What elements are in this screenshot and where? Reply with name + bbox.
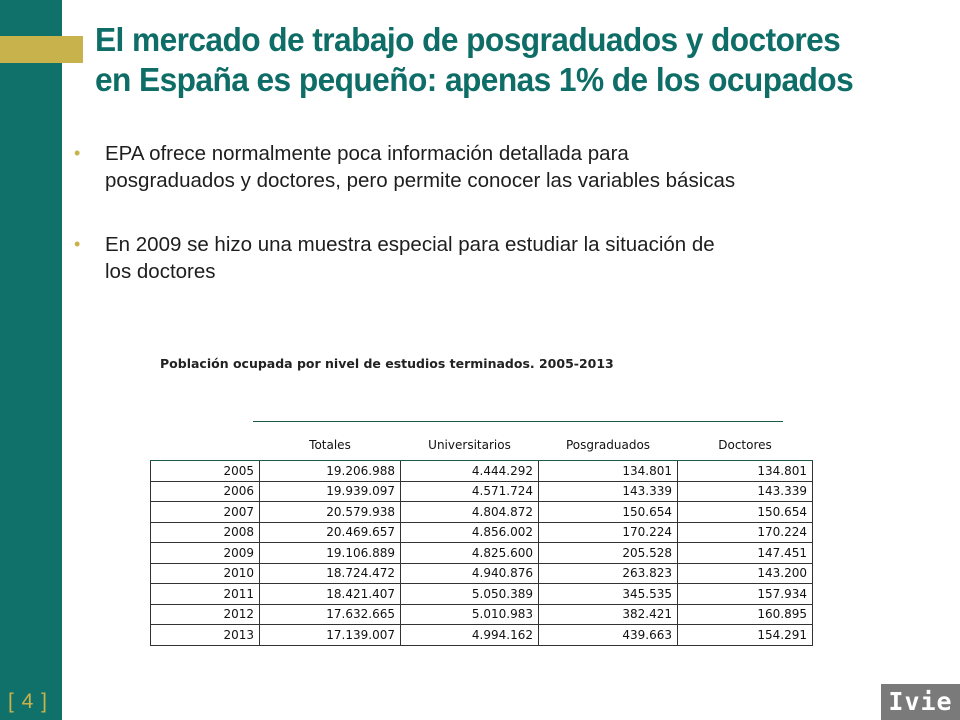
posgraduados-cell: 143.339 bbox=[539, 481, 678, 502]
totales-cell: 18.724.472 bbox=[260, 563, 401, 584]
data-table bbox=[150, 430, 813, 646]
totales-cell: 19.939.097 bbox=[260, 481, 401, 502]
posgraduados-cell: 150.654 bbox=[539, 502, 678, 523]
totales-cell: 18.421.407 bbox=[260, 584, 401, 605]
doctores-cell: 150.654 bbox=[678, 502, 813, 523]
posgraduados-cell: 205.528 bbox=[539, 543, 678, 564]
table-row bbox=[151, 563, 813, 584]
slide-title-line-2: en España es pequeño: apenas 1% de los ocupados bbox=[95, 61, 854, 98]
universitarios-cell: 4.444.292 bbox=[401, 461, 539, 482]
column-header-doctores: Doctores bbox=[678, 430, 813, 461]
doctores-cell: 147.451 bbox=[678, 543, 813, 564]
posgraduados-cell: 134.801 bbox=[539, 461, 678, 482]
year-cell: 2005 bbox=[151, 461, 260, 482]
bullet-text-line: los doctores bbox=[105, 260, 216, 283]
universitarios-cell: 5.050.389 bbox=[401, 584, 539, 605]
table-row bbox=[151, 625, 813, 646]
table-row bbox=[151, 481, 813, 502]
totales-cell: 20.469.657 bbox=[260, 522, 401, 543]
bullet-text-line: En 2009 se hizo una muestra especial para estudiar la situación de bbox=[105, 233, 715, 256]
totales-cell: 19.206.988 bbox=[260, 461, 401, 482]
doctores-cell: 170.224 bbox=[678, 522, 813, 543]
year-cell: 2008 bbox=[151, 522, 260, 543]
table-row bbox=[151, 522, 813, 543]
bullet-text-line: posgraduados y doctores, pero permite conocer las variables básicas bbox=[105, 169, 736, 192]
year-cell: 2006 bbox=[151, 481, 260, 502]
universitarios-cell: 4.571.724 bbox=[401, 481, 539, 502]
column-header-totales: Totales bbox=[260, 430, 401, 461]
year-cell: 2009 bbox=[151, 543, 260, 564]
posgraduados-cell: 345.535 bbox=[539, 584, 678, 605]
totales-cell: 20.579.938 bbox=[260, 502, 401, 523]
doctores-cell: 160.895 bbox=[678, 604, 813, 625]
table-row bbox=[151, 604, 813, 625]
totales-cell: 19.106.889 bbox=[260, 543, 401, 564]
year-cell: 2007 bbox=[151, 502, 260, 523]
slide-title-line-1: El mercado de trabajo de posgraduados y doctores bbox=[95, 21, 841, 58]
column-header-posgraduados: Posgraduados bbox=[539, 430, 678, 461]
universitarios-cell: 4.825.600 bbox=[401, 543, 539, 564]
column-header-universitarios: Universitarios bbox=[401, 430, 539, 461]
universitarios-cell: 4.940.876 bbox=[401, 563, 539, 584]
ivie-logo: Ivie bbox=[881, 684, 960, 720]
posgraduados-cell: 382.421 bbox=[539, 604, 678, 625]
doctores-cell: 143.200 bbox=[678, 563, 813, 584]
bullet-item bbox=[72, 231, 932, 285]
posgraduados-cell: 170.224 bbox=[539, 522, 678, 543]
table-title: Población ocupada por nivel de estudios terminados. 2005-2013 bbox=[160, 356, 614, 371]
table-row bbox=[151, 461, 813, 482]
page-number: [ 4 ] bbox=[8, 690, 49, 713]
universitarios-cell: 4.804.872 bbox=[401, 502, 539, 523]
doctores-cell: 143.339 bbox=[678, 481, 813, 502]
bullet-dot-icon: • bbox=[74, 143, 81, 163]
table-row bbox=[151, 543, 813, 564]
doctores-cell: 134.801 bbox=[678, 461, 813, 482]
slide-title bbox=[95, 20, 906, 100]
year-cell: 2013 bbox=[151, 625, 260, 646]
bullet-text-line: EPA ofrece normalmente poca información detallada para bbox=[105, 142, 629, 165]
universitarios-cell: 4.856.002 bbox=[401, 522, 539, 543]
bullet-item bbox=[72, 140, 932, 194]
posgraduados-cell: 439.663 bbox=[539, 625, 678, 646]
year-cell: 2011 bbox=[151, 584, 260, 605]
universitarios-cell: 4.994.162 bbox=[401, 625, 539, 646]
table-body bbox=[151, 461, 813, 646]
totales-cell: 17.632.665 bbox=[260, 604, 401, 625]
table-top-rule bbox=[253, 421, 783, 422]
bullet-dot-icon: • bbox=[74, 234, 81, 254]
column-header-year bbox=[151, 430, 260, 461]
bullet-list bbox=[72, 140, 932, 285]
accent-block bbox=[0, 36, 83, 63]
doctores-cell: 157.934 bbox=[678, 584, 813, 605]
year-cell: 2010 bbox=[151, 563, 260, 584]
year-cell: 2012 bbox=[151, 604, 260, 625]
table-header-row bbox=[151, 430, 813, 461]
table-row bbox=[151, 502, 813, 523]
posgraduados-cell: 263.823 bbox=[539, 563, 678, 584]
doctores-cell: 154.291 bbox=[678, 625, 813, 646]
left-side-bar bbox=[0, 0, 62, 720]
universitarios-cell: 5.010.983 bbox=[401, 604, 539, 625]
totales-cell: 17.139.007 bbox=[260, 625, 401, 646]
table-row bbox=[151, 584, 813, 605]
